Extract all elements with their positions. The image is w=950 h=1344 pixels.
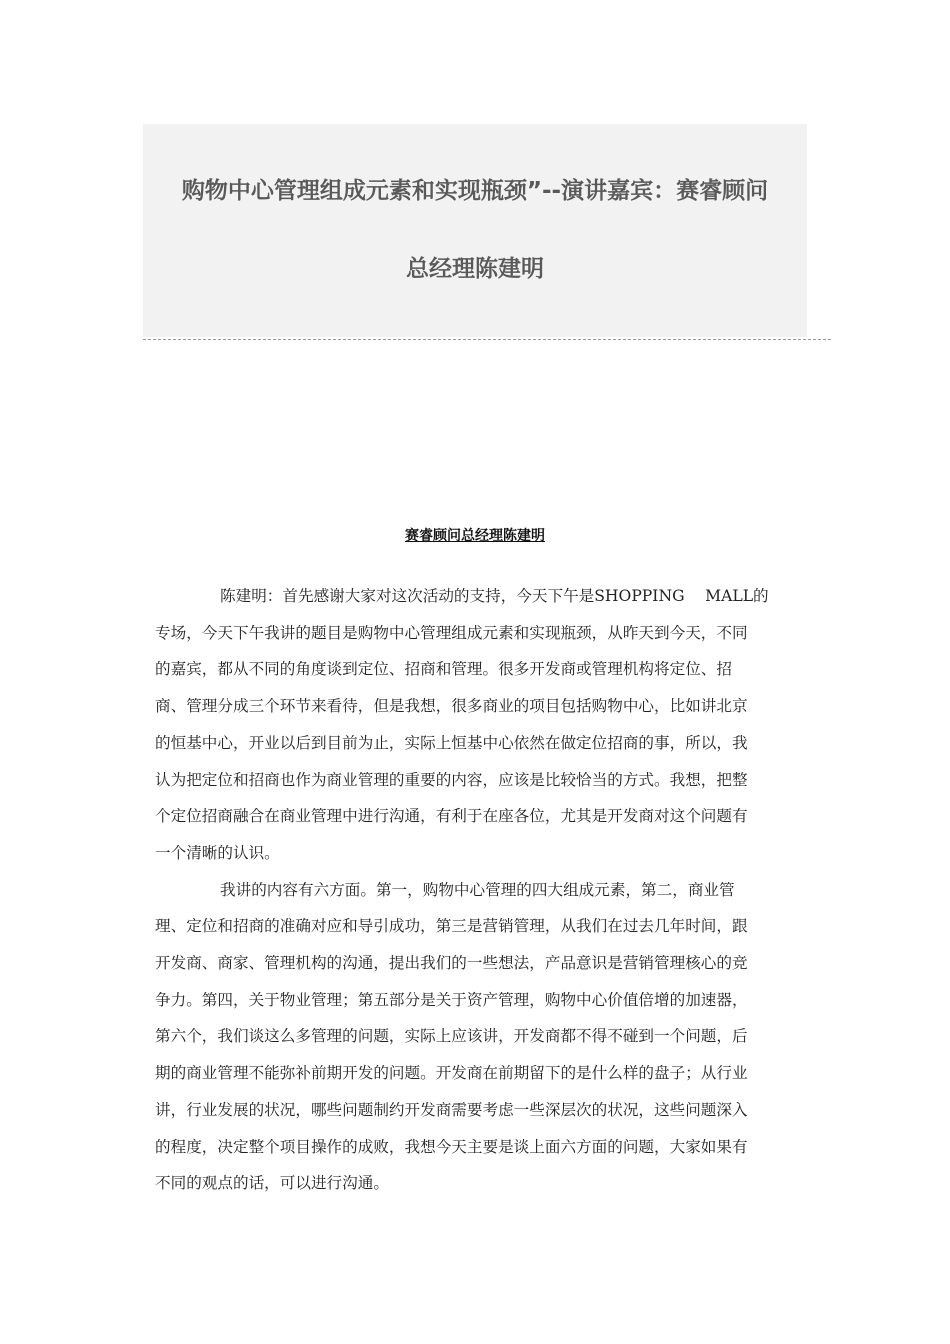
paragraph-1-line: 一个清晰的认识。 bbox=[155, 843, 280, 862]
paragraph-2-line: 讲，行业发展的状况，哪些问题制约开发商需要考虑一些深层次的状况，这些问题深入 bbox=[155, 1100, 748, 1119]
paragraph-1-line: 个定位招商融合在商业管理中进行沟通，有利于在座各位，尤其是开发商对这个问题有 bbox=[155, 807, 748, 826]
paragraph-1-line: 商、管理分成三个环节来看待，但是我想，很多商业的项目包括购物中心，比如讲北京 bbox=[155, 697, 748, 716]
paragraph-2-line: 的程度，决定整个项目操作的成败，我想今天主要是谈上面六方面的问题，大家如果有 bbox=[155, 1137, 748, 1156]
paragraph-2-line: 第六个，我们谈这么多管理的问题，实际上应该讲，开发商都不得不碰到一个问题，后 bbox=[155, 1027, 748, 1046]
paragraph-2-line: 开发商、商家、管理机构的沟通，提出我们的一些想法，产品意识是营销管理核心的竞 bbox=[155, 954, 748, 973]
paragraph-1-line: 陈建明：首先感谢大家对这次活动的支持，今天下午是SHOPPING MALL的 bbox=[220, 587, 769, 605]
paragraph-1 bbox=[155, 578, 795, 872]
title-line-1: 购物中心管理组成元素和实现瓶颈”--演讲嘉宾：赛睿顾问 bbox=[181, 178, 769, 204]
paragraph-1-line: 的嘉宾，都从不同的角度谈到定位、招商和管理。很多开发商或管理机构将定位、招 bbox=[155, 660, 732, 679]
paragraph-2-line: 期的商业管理不能弥补前期开发的问题。开发商在前期留下的是什么样的盘子；从行业 bbox=[155, 1064, 748, 1083]
title-box bbox=[143, 124, 807, 337]
paragraph-2-line: 不同的观点的话，可以进行沟通。 bbox=[155, 1174, 389, 1193]
paragraph-1-line: 的恒基中心，开业以后到目前为止，实际上恒基中心依然在做定位招商的事，所以，我 bbox=[155, 733, 748, 752]
title-line-2: 总经理陈建明 bbox=[406, 256, 544, 282]
paragraph-2 bbox=[155, 872, 795, 1202]
paragraph-1-line: 专场，今天下午我讲的题目是购物中心管理组成元素和实现瓶颈，从昨天到今天，不同 bbox=[155, 623, 748, 642]
paragraph-1-line: 认为把定位和招商也作为商业管理的重要的内容，应该是比较恰当的方式。我想，把整 bbox=[155, 770, 748, 789]
section-subheading: 赛睿顾问总经理陈建明 bbox=[405, 528, 545, 544]
document-title bbox=[143, 152, 807, 308]
paragraph-2-line: 我讲的内容有六方面。第一，购物中心管理的四大组成元素，第二，商业管 bbox=[220, 880, 735, 899]
body-text bbox=[155, 578, 795, 1202]
paragraph-2-line: 理、定位和招商的准确对应和导引成功，第三是营销管理，从我们在过去几年时间，跟 bbox=[155, 917, 748, 936]
paragraph-2-line: 争力。第四，关于物业管理；第五部分是关于资产管理，购物中心价值倍增的加速器， bbox=[155, 990, 748, 1009]
dashed-divider bbox=[143, 339, 831, 340]
